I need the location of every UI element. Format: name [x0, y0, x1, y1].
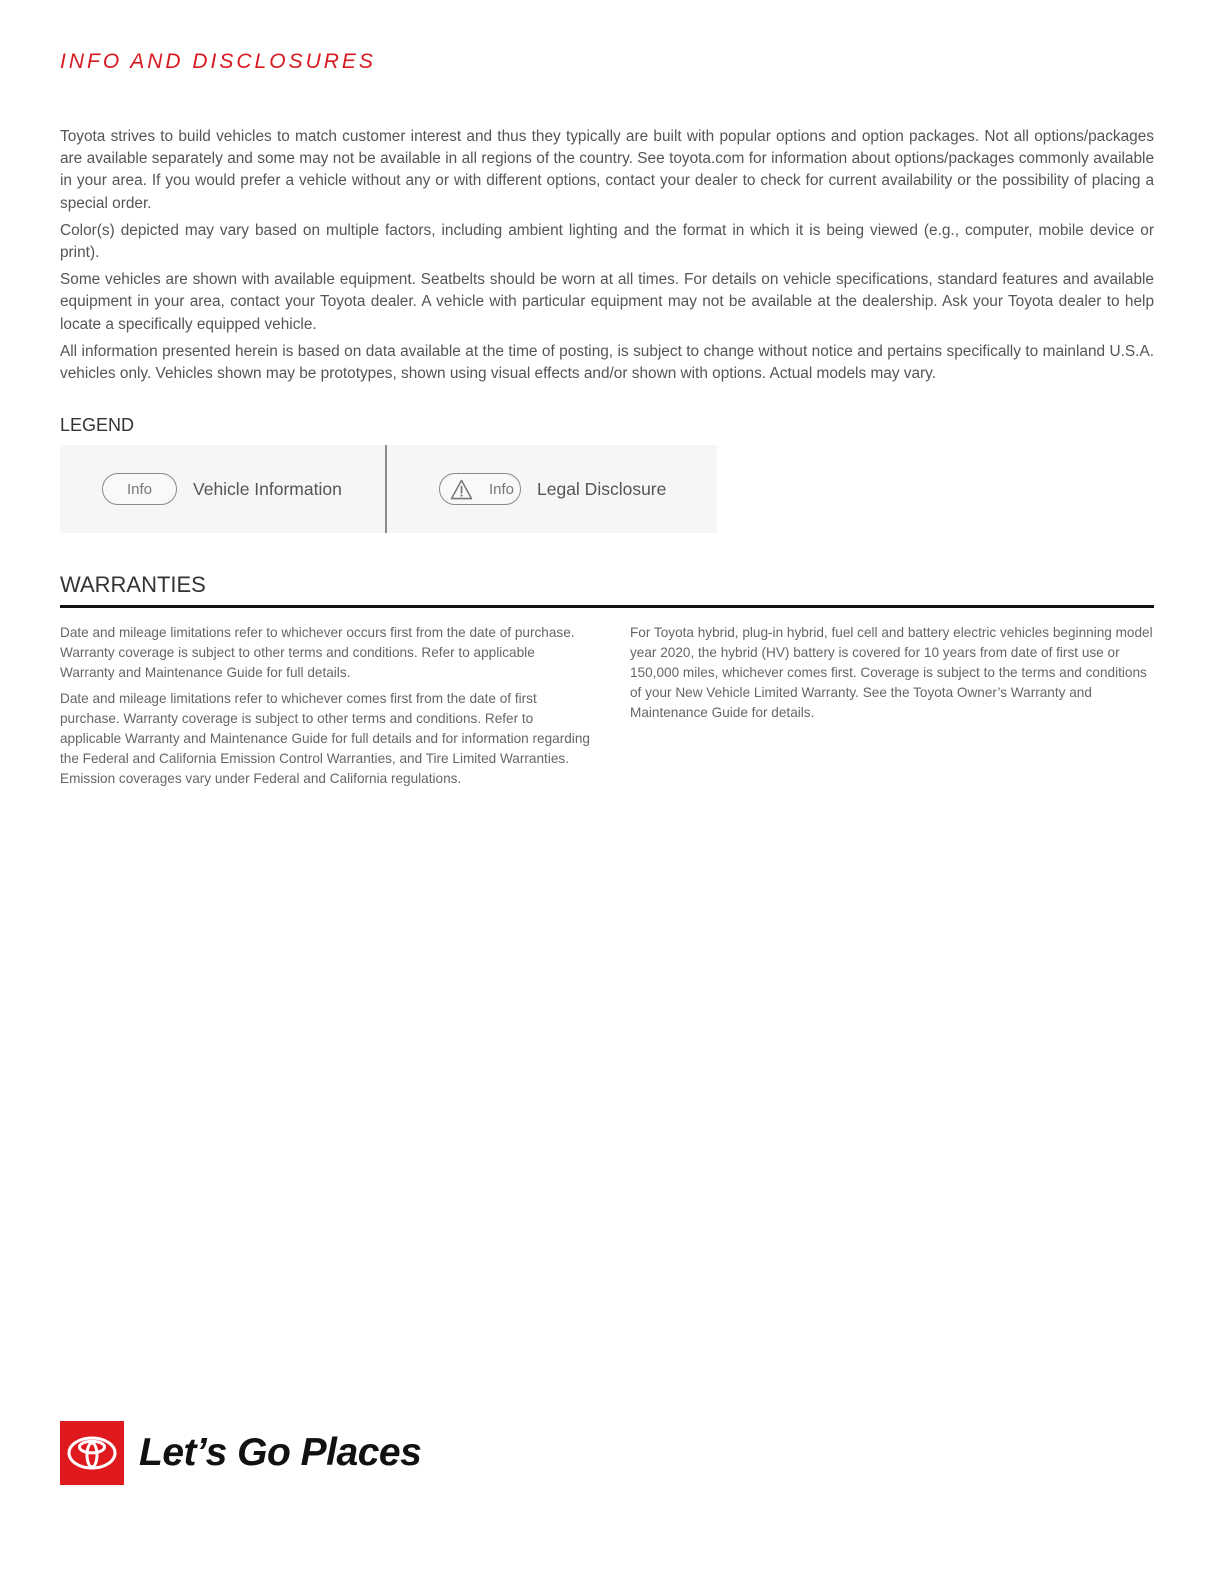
legend-item-legal-disclosure [387, 445, 717, 533]
info-pill: Info [102, 473, 177, 505]
intro-paragraph: Some vehicles are shown with available equipment. Seatbelts should be worn at all times. For details on vehicle specifications, standard features and available equipment in your area, contact your Toyota dealer. A vehicle with particular equipment may not be available at the dealership. Ask your Toyota dealer to help locate a specifically equipped vehicle. [60, 271, 1154, 333]
warranties-heading: WARRANTIES [60, 572, 206, 597]
intro-text [60, 126, 1154, 390]
legal-pill-label: Info [488, 480, 514, 498]
intro-paragraph: Toyota strives to build vehicles to match customer interest and thus they typically are built with popular options and option packages. Not all options/packages are available separately and some may not be available in all regions of the country. See toyota.com for information about options/packages commonly available in your area. If you would prefer a vehicle without any or with different options, contact your dealer to check for current availability or the possibility of placing a special order. [60, 128, 1154, 212]
toyota-logo-icon [60, 1421, 124, 1485]
legend-item-vehicle-info [60, 445, 387, 533]
legend-label-vehicle-information: Vehicle Information [193, 478, 342, 499]
warranty-paragraph: For Toyota hybrid, plug-in hybrid, fuel cell and battery electric vehicles beginning model year 2020, the hybrid (HV) battery is covered for 10 years from date of first use or 150,000 miles, whichever comes first. Coverage is subject to the terms and conditions of your New Vehicle Limited Warranty. See the Toyota Owner’s Warranty and Maintenance Guide for details. [630, 625, 1153, 720]
intro-paragraph: Color(s) depicted may vary based on multiple factors, including ambient lighting and the format in which it is being viewed (e.g., computer, mobile device or print). [60, 221, 1154, 262]
intro-paragraph: All information presented herein is based on data available at the time of posting, is subject to change without notice and pertains specifically to mainland U.S.A. vehicles only. Vehicles shown may be prototypes, shown using visual effects and/or shown with options. Actual models may vary. [60, 342, 1154, 383]
brand-tagline: Let’s Go Places [139, 1431, 422, 1474]
warranty-paragraph: Date and mileage limitations refer to whichever occurs first from the date of purchase. Warranty coverage is subject to other terms and conditions. Refer to applicable Warranty and Maintenance Guide for full details. [60, 625, 575, 680]
legend-heading: LEGEND [60, 415, 135, 435]
legend-box [60, 445, 717, 533]
page-title: INFO AND DISCLOSURES [60, 50, 376, 73]
warranties-left-column [60, 623, 590, 795]
warranty-paragraph: Date and mileage limitations refer to whichever comes first from the date of first purchase. Warranty coverage is subject to other terms and conditions. Refer to applicable Warranty and Maintenance Guide for full details and for information regarding the Federal and California Emission Control Warranties, and Tire Limited Warranties. Emission coverages vary under Federal and California regulations. [60, 691, 590, 786]
warranties-right-column [630, 623, 1154, 729]
section-divider [60, 605, 1154, 608]
legend-label-legal-disclosure: Legal Disclosure [537, 478, 667, 499]
legal-info-pill [439, 473, 521, 505]
brand-footer [60, 1421, 421, 1485]
warning-icon [450, 479, 473, 500]
